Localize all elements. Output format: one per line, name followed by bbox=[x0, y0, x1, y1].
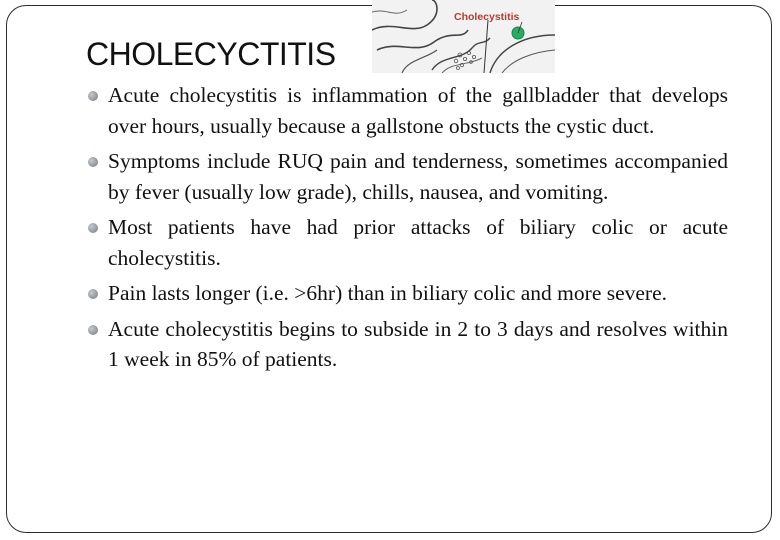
bullet-icon bbox=[88, 91, 98, 101]
illustration-label: Cholecystitis bbox=[454, 11, 520, 23]
list-item bbox=[88, 278, 728, 309]
slide-title: CHOLECYCTITIS bbox=[86, 36, 336, 72]
bullet-text: Most patients have had prior attacks of biliary colic or acute cholecystitis. bbox=[108, 215, 728, 270]
gallbladder-illustration bbox=[372, 0, 555, 73]
bullet-icon bbox=[88, 157, 98, 167]
bullet-icon bbox=[88, 223, 98, 233]
bullet-text: Pain lasts longer (i.e. >6hr) than in biliary colic and more severe. bbox=[108, 281, 668, 305]
list-item bbox=[88, 146, 728, 207]
bullet-text: Acute cholecystitis begins to subside in 2 to 3 days and resolves within 1 week in 85% of patients. bbox=[108, 316, 728, 371]
list-item bbox=[88, 80, 728, 141]
bullet-list bbox=[88, 80, 728, 380]
bullet-icon bbox=[88, 289, 98, 299]
list-item bbox=[88, 212, 728, 273]
bullet-icon bbox=[88, 325, 98, 335]
bullet-text: Acute cholecystitis is inflammation of the gallbladder that develops over hours, usually because a gallstone obstucts the cystic duct. bbox=[108, 83, 728, 138]
list-item bbox=[88, 314, 728, 375]
bullet-text: Symptoms include RUQ pain and tenderness, sometimes accompanied by fever (usually low grade), chills, nausea, and vomiting. bbox=[108, 149, 728, 204]
